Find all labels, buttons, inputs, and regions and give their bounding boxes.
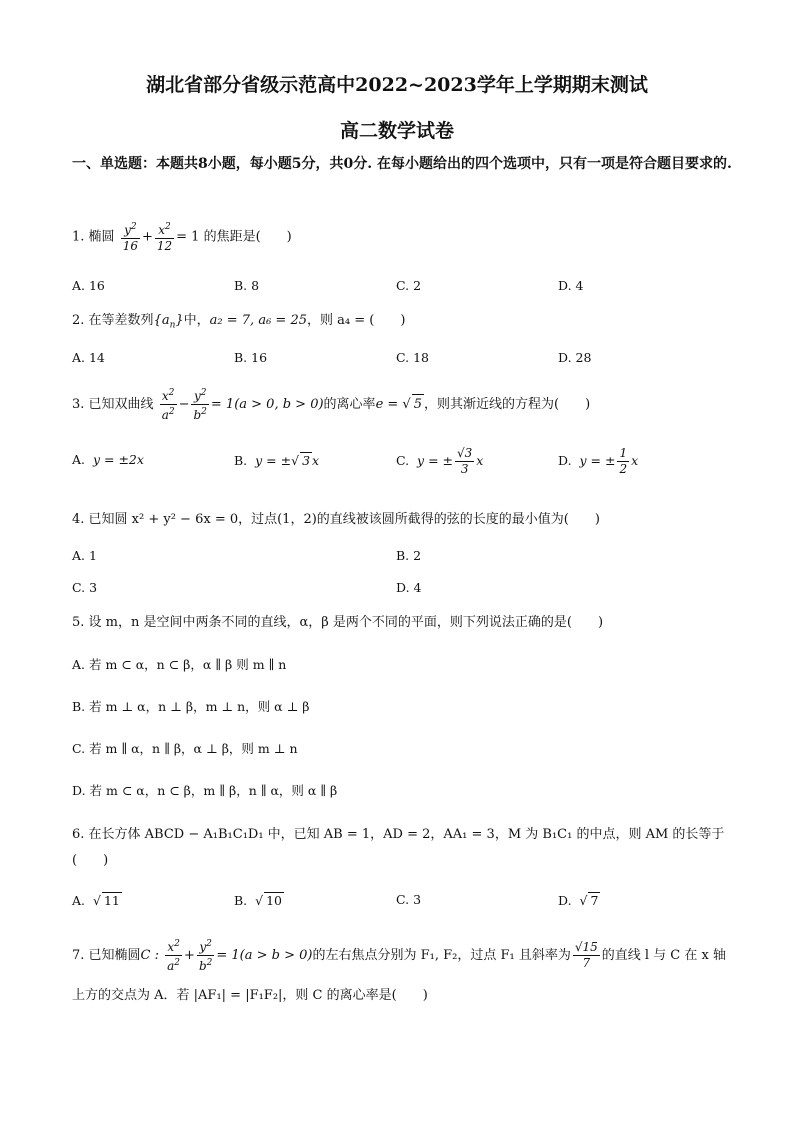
q4-option-b: B. 2 xyxy=(396,548,422,563)
question-1-lead: 1. 椭圆 xyxy=(72,229,115,245)
question-2-condition: a₂ = 7, a₆ = 25 xyxy=(209,313,307,328)
q2-option-a: A. 14 xyxy=(72,350,105,365)
q3-option-c: C. y = ± $\frac{√3}{3}$ x xyxy=(396,446,484,476)
q3-option-d: D. y = ± $\frac{1}{2}$ x xyxy=(558,446,639,476)
question-7-tail: 的直线 l 与 C 在 x 轴上方的交点为 A．若 |AF₁| = |F₁F₂|，则 C 的离心率是( ) xyxy=(72,948,726,1003)
q1-option-d: D. 4 xyxy=(558,278,584,293)
q4-option-c: C. 3 xyxy=(72,580,98,595)
q3-option-a: A. y = ±2x xyxy=(72,452,144,467)
q6-option-d: D. √ 7 xyxy=(558,893,599,908)
question-1: 1. 椭圆 $\frac{y^2}{16}$ + $\frac{x^2}{12}$ = 1 的焦距是( ) xyxy=(72,222,292,253)
question-7-lead: 7. 已知椭圆 xyxy=(72,948,141,963)
q2-option-b: B. 16 xyxy=(234,350,268,365)
q6-option-b: B. √ 10 xyxy=(234,893,282,908)
question-2: 2. 在等差数列$\{a_n\}$中，a₂ = 7, a₆ = 25，则 a₄ = ( ) xyxy=(72,313,406,331)
q1-option-b: B. 8 xyxy=(234,278,260,293)
question-7-mid: 的左右焦点分别为 F₁, F₂，过点 F₁ 且斜率为 xyxy=(312,948,571,963)
q6-option-c: C. 3 xyxy=(396,892,422,907)
q1-option-c: C. 2 xyxy=(396,278,422,293)
section-heading: 一、单选题：本题共8小题，每小题5分，共0分. 在每小题给出的四个选项中，只有一项是符合题目要求的. xyxy=(72,156,732,172)
fraction-x2-12: $\frac{x^2}{12}$ xyxy=(156,222,173,253)
q5-option-d: D. 若 m ⊂ α，n ⊂ β，m ∥ β，n ∥ α，则 α ∥ β xyxy=(72,783,338,798)
fraction-y2-16: $\frac{y^2}{16}$ xyxy=(122,222,138,253)
q1-option-a: A. 16 xyxy=(72,278,105,293)
question-3: 3. 已知双曲线 $\frac{x^2}{a^2}$ − $\frac{y^2}{b^2}$ = 1(a > 0, b > 0)的离心率e = √ 5 ，则其渐近线的方程为( ) xyxy=(72,388,591,422)
q6-option-a: A. √ 11 xyxy=(72,893,120,908)
question-4: 4. 已知圆 x² + y² − 6x = 0，过点(1，2)的直线被该圆所截得的弦的长度的最小值为( ) xyxy=(72,512,600,527)
question-2-lead: 2. 在等差数列 xyxy=(72,313,154,328)
q3-option-b: B. y = ±√ 3 x xyxy=(234,453,320,468)
exam-title: 湖北省部分省级示范高中2022~2023学年上学期期末测试 xyxy=(146,74,648,96)
question-7: 7. 已知椭圆C : $\frac{x^2}{a^2}$ + $\frac{y^2}{b^2}$ = 1(a > b > 0)的左右焦点分别为 F₁, F₂，过点 F₁ 且斜率为 $\frac{√15}{7}$ 的直线 l 与 C 在 x 轴上方的交点为 A．若 |AF₁| = |F₁F₂|，则 C 的离心率是( ) xyxy=(72,939,726,1003)
question-1-tail: 的焦距是( ) xyxy=(203,229,292,245)
question-3-lead: 3. 已知双曲线 xyxy=(72,397,154,412)
q2-option-d: D. 28 xyxy=(558,350,592,365)
question-6: 6. 在长方体 ABCD − A₁B₁C₁D₁ 中，已知 AB = 1，AD = 2，AA₁ = 3，M 为 B₁C₁ 的中点，则 AM 的长等于( ) xyxy=(72,827,725,868)
q4-option-a: A. 1 xyxy=(72,548,97,563)
q5-option-c: C. 若 m ∥ α，n ∥ β，α ⊥ β，则 m ⊥ n xyxy=(72,741,298,756)
question-2-mid: 中， xyxy=(183,313,210,328)
question-2-tail: ，则 a₄ = ( ) xyxy=(307,313,406,328)
question-3-mid: 的离心率 xyxy=(323,397,376,412)
exam-subtitle: 高二数学试卷 xyxy=(339,120,454,142)
q5-option-b: B. 若 m ⊥ α，n ⊥ β，m ⊥ n，则 α ⊥ β xyxy=(72,699,310,714)
question-3-tail: ，则其渐近线的方程为( ) xyxy=(424,397,591,412)
q4-option-d: D. 4 xyxy=(396,580,422,595)
q2-option-c: C. 18 xyxy=(396,350,429,365)
q5-option-a: A. 若 m ⊂ α，n ⊂ β，α ∥ β 则 m ∥ n xyxy=(72,657,287,672)
question-5: 5. 设 m，n 是空间中两条不同的直线，α，β 是两个不同的平面，则下列说法正确的是( ) xyxy=(72,615,604,630)
